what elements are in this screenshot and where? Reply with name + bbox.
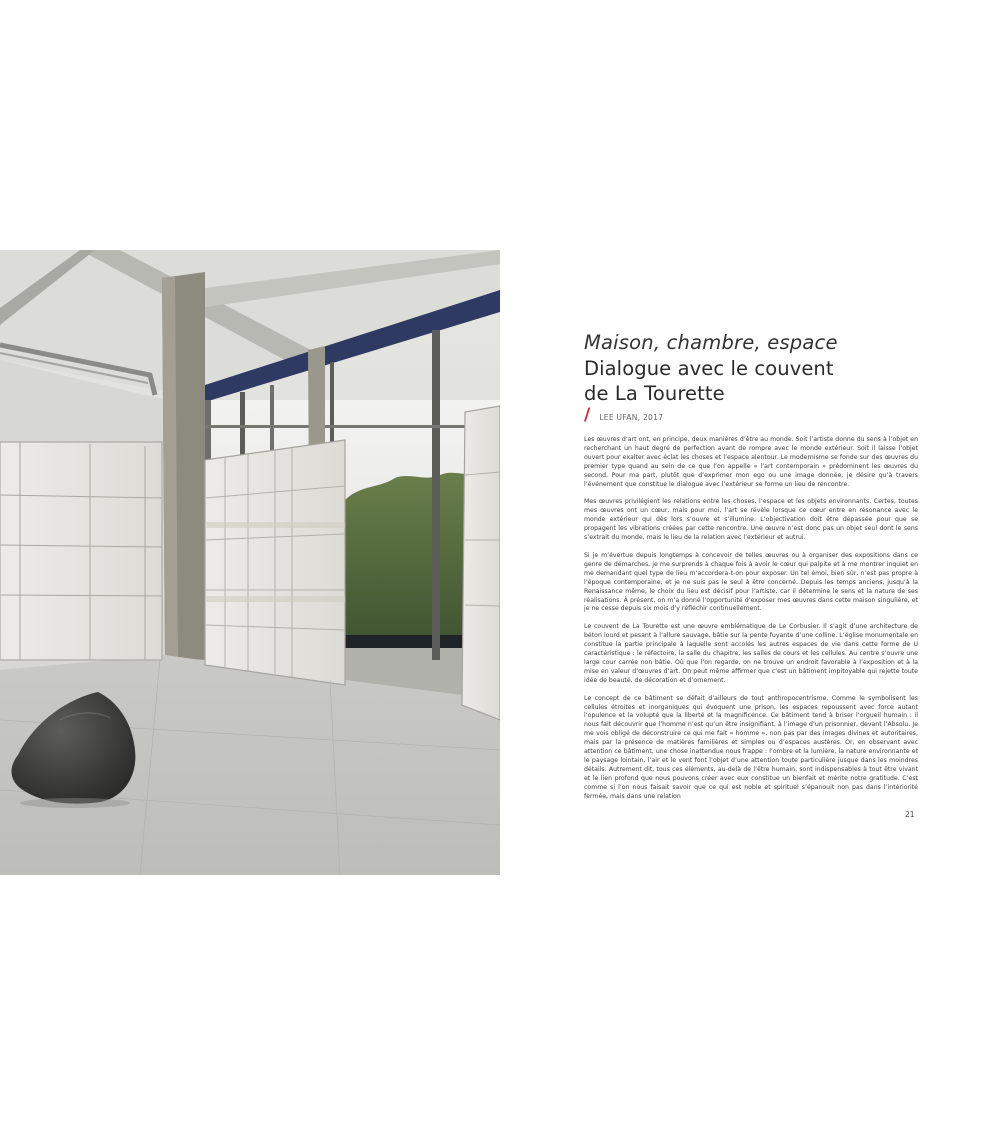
paragraph: Le couvent de La Tourette est une œuvre emblématique de Le Corbusier. Il s’agit d’une architecture de béton lourd et pesant à l’allure sauvage, bâtie sur la pente fuyante d’une colline. L’église monumentale en constitue la partie principale à laquelle sont accolés les autres espaces de vie dans cette forme de U caractéristique : le réfectoire, la salle du chapitre, les salles de cours et les cellules. Au centre s’ouvre une large cour carrée non bâtie. Où que l’on regarde, on ne trouve un endroit favorable à l’exposition et à la mise en valeur d’œuvres d’art. On peut même affirmer que c’est un bâtiment impitoyable qui rejette toute idée de beauté, de décoration et d’ornement. xyxy=(584,623,918,684)
paragraph: Les œuvres d’art ont, en principe, deux manières d’être au monde. Soit l’artiste donne du sens à l’objet en recherchant un haut degré de perfection avant de rompre avec le monde extérieur. Soit il laisse l’objet ouvert pour exalter avec éclat les choses et l’espace alentour. Le modernisme se fonde sur des œuvres du premier type quand au sein de ce que l’on appelle « l’art contemporain » prédominent les œuvres du second. Pour ma part, plutôt que d’exprimer mon ego ou une image donnée, je désire qu’à travers l’événement que constitue le dialogue avec l’extérieur se forme un lieu de rencontre. xyxy=(584,436,918,488)
title-line-2: de La Tourette xyxy=(584,382,725,405)
title-line-1: Dialogue avec le couvent xyxy=(584,357,834,380)
author-name: LEE UFAN, 2017 xyxy=(599,413,664,422)
page-title xyxy=(584,356,914,406)
author-byline xyxy=(584,407,663,423)
gallery-photo-icon xyxy=(0,250,500,875)
title-italic: Maison, chambre, espace xyxy=(584,331,838,354)
article-body xyxy=(584,436,918,811)
red-slash-icon: / xyxy=(584,405,591,425)
gallery-photo xyxy=(0,250,500,875)
page-number: 21 xyxy=(905,810,915,819)
paragraph: Mes œuvres privilégient les relations entre les choses, l’espace et les objets environnants. Certes, toutes mes œuvres ont un cœur, mais pour moi, l’art se révèle lorsque ce cœur entre en résonance avec le monde extérieur qui dès lors s’ouvre et s’illumine. L’objectivation doit être dépassée pour que se propagent les vibrations créées par cette rencontre. Une œuvre n’est donc pas un objet seul dont le sens s’extrait du monde, mais le lieu de la relation avec l’extérieur et autrui. xyxy=(584,498,918,542)
paragraph: Si je m’évertue depuis longtemps à concevoir de telles œuvres ou à organiser des expositions dans ce genre de démarches, je me surprends à chaque fois à avoir le cœur qui palpite et à me montrer inquiet en me demandant quel type de lieu m’accordera-t-on pour exposer. Un tel émoi, bien sûr, n’est pas propre à l’époque contemporaine, et je ne suis pas le seul à être concerné. Depuis les temps anciens, jusqu’à la Renaissance même, le choix du lieu est décisif pour l’artiste, car il détermine le sens et la nature de ses réalisations. À présent, on m’a donné l’opportunité d’exposer mes œuvres dans cette maison singulière, et je ne cesse depuis six mois d’y réfléchir continuellement. xyxy=(584,551,918,613)
paragraph: Le concept de ce bâtiment se défait d’ailleurs de tout anthropocentrisme. Comme le symbolisent les cellules étroites et inorganiques qui évoquent une prison, les espaces repoussent avec force autant l’opulence et la volupté que la liberté et la magnificence. Ce bâtiment tend à briser l’orgueil humain : il nous fait découvrir que l’homme n’est qu’un être insignifiant, à l’image d’un prisonnier, devant l’Absolu. Je me vois obligé de déconstruire ce qui me fait « homme », non pas par des images divines et autoritaires, mais par la présence de matières familières et simples ou d’espaces austères. Or, en observant avec attention ce bâtiment, une chose inattendue nous frappe : l’ombre et la lumière, la nature environnante et le paysage lointain, l’air et le vent font l’objet d’une attention toute particulière jusque dans les moindres détails. Autrement dit, tous ces éléments, au-delà de l’être humain, sont indispensables à tout être vivant et le lien profond que nous pouvons créer avec eux constitue un bienfait et mérite notre gratitude. C’est comme si l’on nous faisait savoir que ce qui est noble et spirituel s’épanouit non pas dans l’intériorité fermée, mais dans une relation xyxy=(584,694,918,800)
